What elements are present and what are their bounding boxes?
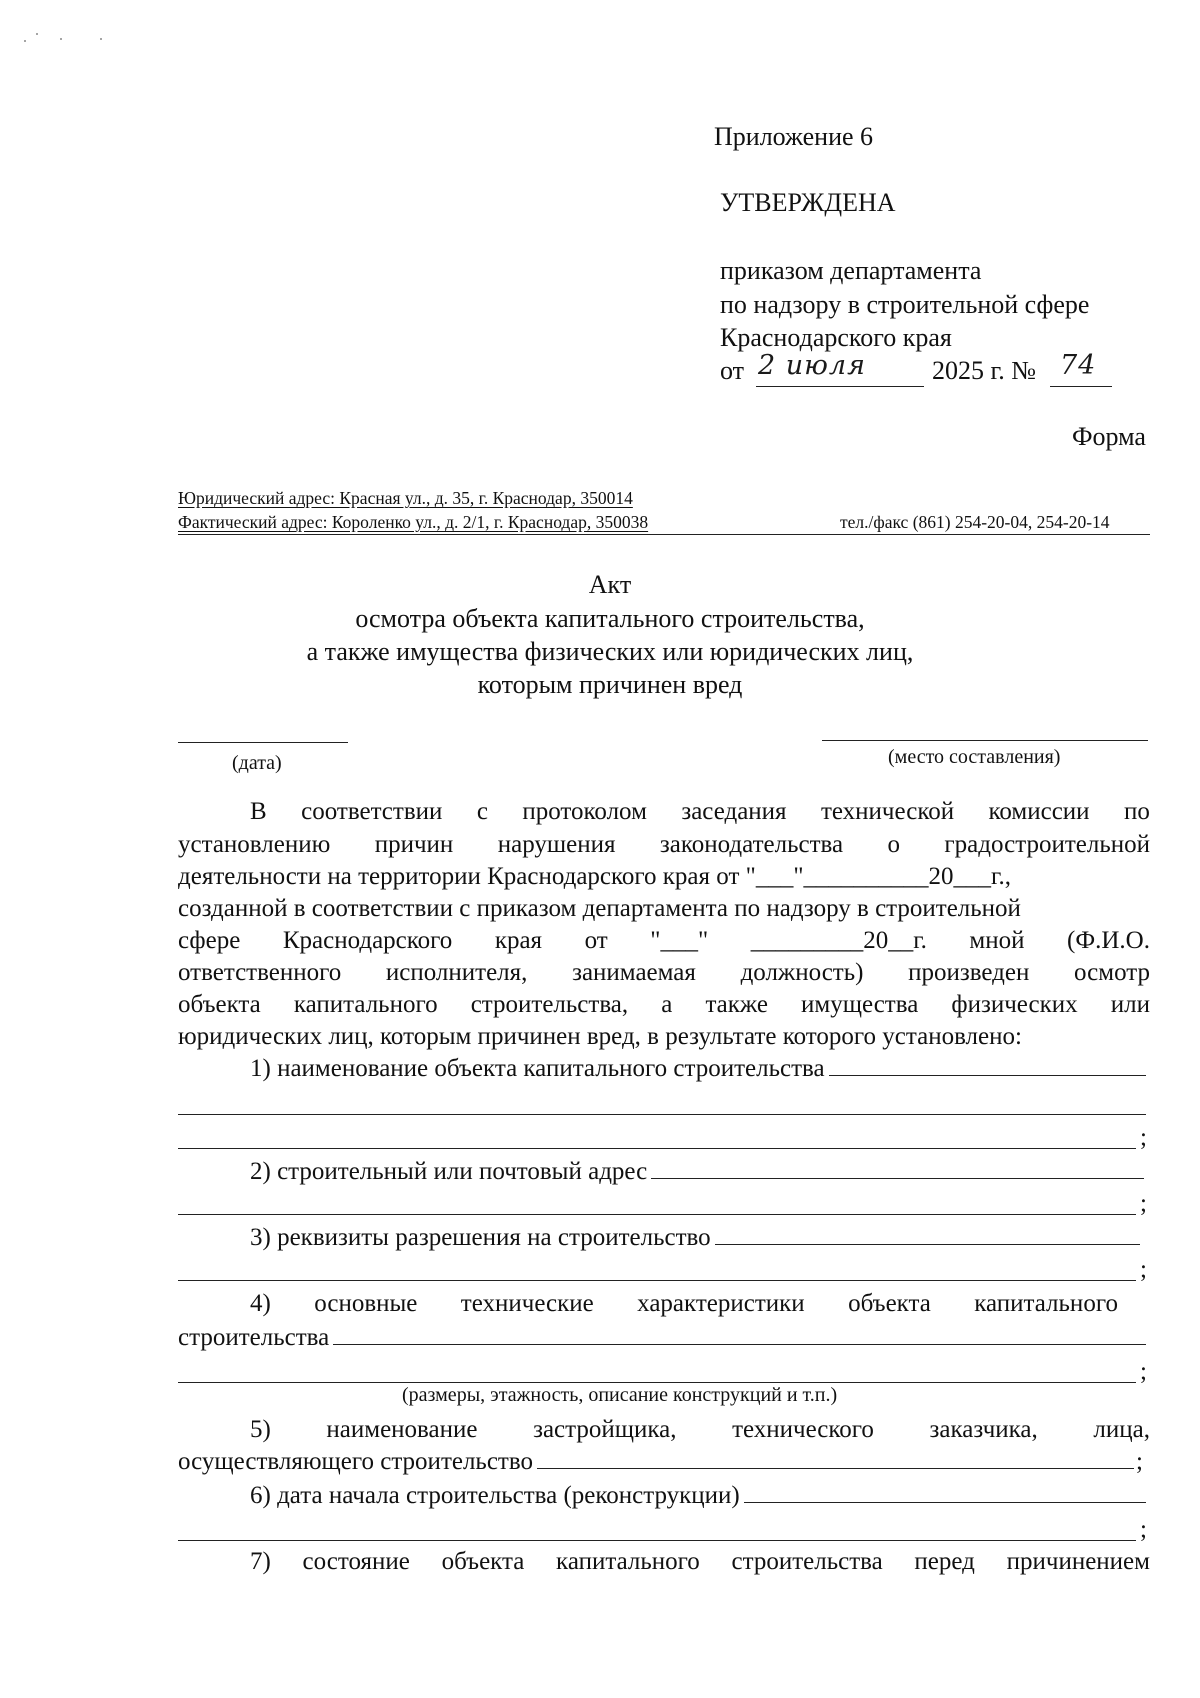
actual-address: Фактический адрес: Короленко ул., д. 2/1, г. Краснодар, 350038 — [178, 512, 649, 532]
number-underline — [1050, 386, 1112, 387]
item-6-field-line-2[interactable] — [178, 1540, 1136, 1541]
legal-address: Юридический адрес: Красная ул., д. 35, г. Краснодар, 350014 — [178, 488, 633, 508]
order-line-3: Краснодарского края — [720, 323, 952, 352]
body-line-1: В соответствии с протоколом заседания технической комиссии по — [250, 798, 1150, 825]
item-3-field[interactable] — [715, 1222, 1140, 1245]
item-6-field[interactable] — [744, 1480, 1146, 1503]
item-6-row — [250, 1480, 1146, 1513]
date-field[interactable] — [178, 742, 348, 743]
letterhead-rule — [178, 534, 1150, 535]
body-line-6: ответственного исполнителя, занимаемая должность) произведен осмотр — [178, 959, 1150, 986]
item-4-field[interactable] — [333, 1322, 1146, 1345]
item-2-field[interactable] — [651, 1156, 1144, 1179]
scan-artifact — [24, 40, 26, 42]
date-caption: (дата) — [232, 752, 282, 774]
phone-fax: тел./факс (861) 254-20-04, 254-20-14 — [840, 512, 1110, 532]
semicolon: ; — [1140, 1516, 1147, 1543]
scan-artifact — [60, 38, 62, 40]
item-5-line-1: 5) наименование застройщика, технического заказчика, лица, — [250, 1416, 1150, 1443]
act-title-line-3: а также имущества физических или юридических лиц, — [306, 637, 914, 666]
appendix-label: Приложение 6 — [714, 122, 874, 151]
item-3-row — [250, 1222, 1140, 1255]
item-7-line-1: 7) состояние объекта капитального строительства перед причинением — [250, 1548, 1150, 1575]
item-4-row — [178, 1322, 1146, 1355]
item-1-field-line-2[interactable] — [178, 1114, 1146, 1115]
dimensions-caption: (размеры, этажность, описание конструкций и т.п.) — [402, 1384, 838, 1406]
item-4-field-line-2[interactable] — [178, 1382, 1136, 1383]
item-2-row — [250, 1156, 1144, 1189]
item-3-field-line-2[interactable] — [178, 1280, 1136, 1281]
handwritten-date: 2 июля — [758, 350, 866, 381]
item-3-label: 3) реквизиты разрешения на строительство — [250, 1224, 711, 1251]
act-title: Акт — [588, 570, 632, 599]
item-2-field-line-2[interactable] — [178, 1214, 1136, 1215]
item-4-line-1: 4) основные технические характеристики объекта капитального — [250, 1290, 1118, 1317]
body-line-3: деятельности на территории Краснодарского края от "___"__________20___г., — [178, 863, 1011, 890]
approved-label: УТВЕРЖДЕНА — [720, 188, 896, 217]
act-title-line-2: осмотра объекта капитального строительства, — [355, 604, 865, 633]
item-5-label: осуществляющего строительство — [178, 1448, 533, 1475]
item-1-field-line-3[interactable] — [178, 1148, 1136, 1149]
item-6-label: 6) дата начала строительства (реконструкции) — [250, 1482, 740, 1509]
semicolon: ; — [1140, 1256, 1147, 1283]
body-line-7: объекта капитального строительства, а также имущества физических или — [178, 991, 1150, 1018]
body-line-5: сфере Краснодарского края от "___" _________20__г. мной (Ф.И.О. — [178, 927, 1150, 954]
place-caption: (место составления) — [888, 746, 1061, 768]
semicolon: ; — [1140, 1358, 1147, 1385]
item-4-label: строительства — [178, 1324, 330, 1351]
body-line-2: установлению причин нарушения законодательства о градостроительной — [178, 831, 1150, 858]
item-2-label: 2) строительный или почтовый адрес — [250, 1158, 648, 1185]
form-label: Форма — [1072, 422, 1146, 451]
order-line-1: приказом департамента — [720, 256, 982, 285]
item-1-field[interactable] — [829, 1053, 1146, 1076]
date-underline — [756, 386, 924, 387]
scan-artifact — [100, 38, 102, 40]
semicolon: ; — [1136, 1448, 1143, 1475]
semicolon: ; — [1140, 1124, 1147, 1151]
body-line-8: юридических лиц, которым причинен вред, в результате которого установлено: — [178, 1023, 1022, 1050]
act-title-line-4: которым причинен вред — [477, 670, 743, 699]
year-and-number-label: 2025 г. № — [932, 356, 1037, 385]
date-prefix: от — [720, 356, 745, 385]
item-5-field[interactable] — [537, 1446, 1134, 1469]
item-1-label: 1) наименование объекта капитального строительства — [250, 1055, 825, 1082]
order-line-2: по надзору в строительной сфере — [720, 290, 1090, 319]
scan-artifact — [36, 33, 38, 35]
handwritten-number: 74 — [1060, 350, 1097, 381]
item-1-row — [250, 1053, 1146, 1086]
item-5-row — [178, 1446, 1134, 1479]
semicolon: ; — [1140, 1190, 1147, 1217]
place-field[interactable] — [822, 740, 1148, 741]
body-line-4: созданной в соответствии с приказом департамента по надзору в строительной — [178, 895, 1021, 922]
